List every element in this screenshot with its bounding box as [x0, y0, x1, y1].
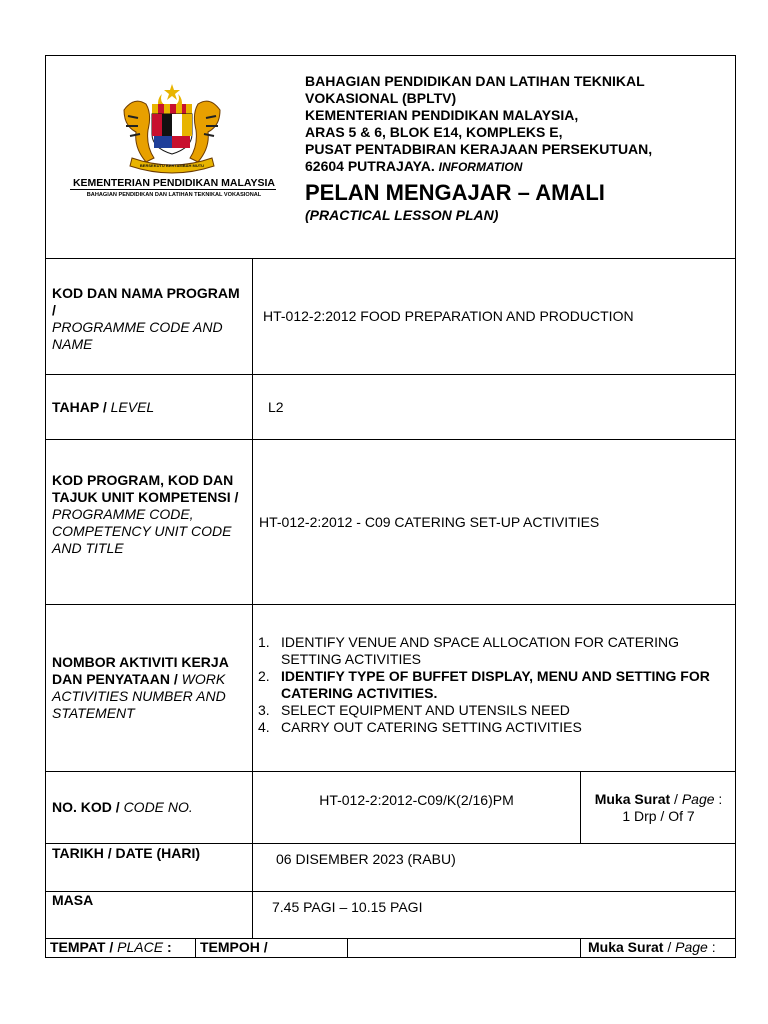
document-subtitle: (PRACTICAL LESSON PLAN)	[305, 207, 499, 223]
address-line: BAHAGIAN PENDIDIKAN DAN LATIHAN TEKNIKAL	[305, 73, 645, 89]
column-divider	[252, 258, 253, 938]
address-line: PUSAT PENTADBIRAN KERAJAAN PERSEKUTUAN,	[305, 141, 653, 157]
date-value: 06 DISEMBER 2023 (RABU)	[276, 851, 456, 867]
organization-address	[305, 73, 725, 176]
list-item: 2. IDENTIFY TYPE OF BUFFET DISPLAY, MENU AND SETTING FOR CATERING ACTIVITIES.	[258, 668, 710, 701]
column-divider	[347, 938, 348, 958]
malaysia-coat-of-arms-icon	[118, 80, 226, 176]
unit-value: HT-012-2:2012 - C09 CATERING SET-UP ACTIVITIES	[259, 514, 600, 530]
address-line: VOKASIONAL (BPLTV)	[305, 90, 457, 106]
divider	[45, 891, 736, 892]
divider	[45, 771, 736, 772]
program-label: KOD DAN NAMA PROGRAM / PROGRAMME CODE AND NAME	[52, 285, 240, 352]
address-line: 62604 PUTRAJAYA. INFORMATION	[305, 158, 523, 174]
list-item: 1. IDENTIFY VENUE AND SPACE ALLOCATION FOR CATERING SETTING ACTIVITIES	[258, 634, 680, 667]
list-item: 3. SELECT EQUIPMENT AND UTENSILS NEED	[258, 702, 570, 718]
activities-label: NOMBOR AKTIVITI KERJA DAN PENYATAAN / WORK ACTIVITIES NUMBER AND STATEMENT	[52, 654, 229, 721]
list-item: 4. CARRY OUT CATERING SETTING ACTIVITIES	[258, 719, 582, 735]
program-value: HT-012-2:2012 FOOD PREPARATION AND PRODUCTION	[263, 308, 634, 324]
address-line: KEMENTERIAN PENDIDIKAN MALAYSIA,	[305, 107, 579, 123]
divider	[45, 843, 736, 844]
document-title: PELAN MENGAJAR – AMALI	[305, 180, 605, 205]
date-label: TARIKH / DATE (HARI)	[52, 845, 201, 861]
page-label: Muka Surat / Page :	[588, 939, 716, 955]
time-value: 7.45 PAGI – 10.15 PAGI	[272, 899, 423, 915]
logo-underline	[70, 189, 276, 190]
code-value: HT-012-2:2012-C09/K(2/16)PM	[319, 792, 514, 808]
level-value: L2	[268, 399, 284, 415]
divider	[45, 439, 736, 440]
information-label: INFORMATION	[438, 160, 523, 174]
activities-list	[258, 634, 728, 736]
divider	[45, 604, 736, 605]
division-name: BAHAGIAN PENDIDIKAN DAN LATIHAN TEKNIKAL VOKASIONAL	[86, 192, 262, 198]
divider	[45, 374, 736, 375]
place-label: TEMPAT / PLACE :	[50, 939, 172, 955]
divider	[45, 258, 736, 259]
level-label: TAHAP / LEVEL	[52, 399, 155, 415]
unit-label: KOD PROGRAM, KOD DAN TAJUK UNIT KOMPETENSI / PROGRAMME CODE, COMPETENCY UNIT CODE AND TITLE	[52, 472, 239, 556]
duration-label: TEMPOH /	[200, 939, 268, 955]
column-divider	[195, 938, 196, 958]
ministry-name: KEMENTERIAN PENDIDIKAN MALAYSIA	[72, 177, 276, 189]
page-number: Muka Surat / Page : 1 Drp / Of 7	[594, 791, 723, 824]
column-divider	[580, 938, 581, 958]
svg-text:BERSEKUTU BERTAMBAH MUTU: BERSEKUTU BERTAMBAH MUTU	[139, 163, 205, 168]
address-line: ARAS 5 & 6, BLOK E14, KOMPLEKS E,	[305, 124, 563, 140]
time-label: MASA	[52, 892, 94, 908]
code-label: NO. KOD / CODE NO.	[52, 799, 193, 815]
